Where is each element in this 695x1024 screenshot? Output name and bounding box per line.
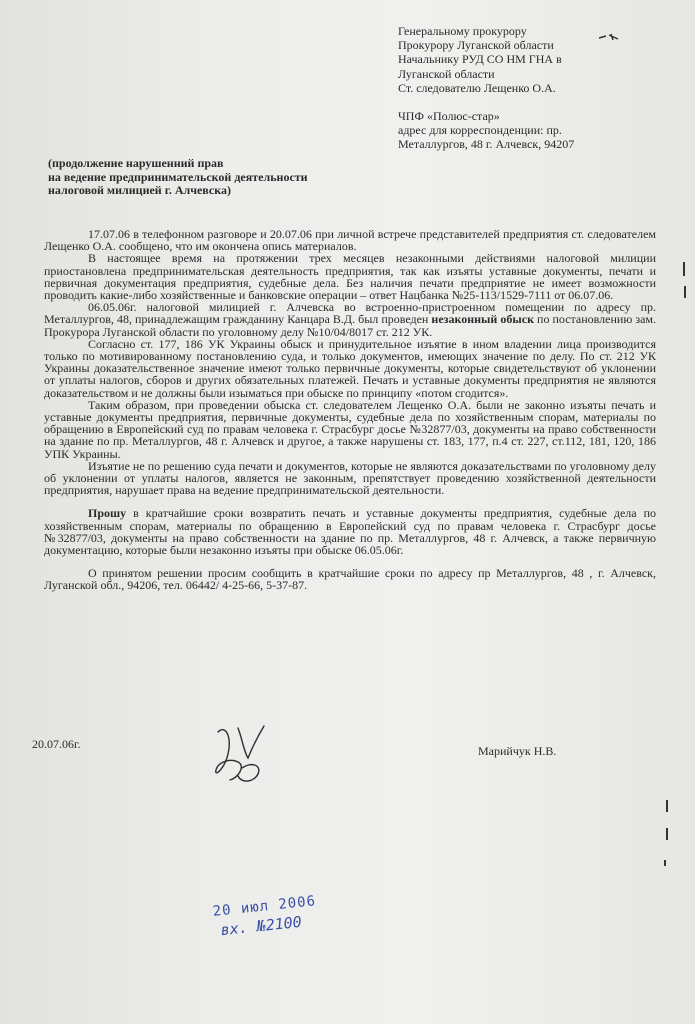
paragraph: Согласно ст. 177, 186 УК Украины обыск и принудительное изъятие в ином владении лица производится только по мотивированному постановлению суда, и только документов, имеющих значение по делу. По ст. 212 УК Украины доказательственное значение имеют только первичные документы, которые свидетельствуют об уклонении от уплаты налогов, сборов и других обязательных платежей. Печать и уставные документы предприятия не являются доказательством и не должны были изыматься при обыске по принципу «потом сгодится». bbox=[44, 336, 656, 400]
subject-block bbox=[48, 157, 408, 198]
stamp-date: 20 июл 2006 bbox=[212, 893, 317, 920]
addressee-line: Луганской области bbox=[398, 66, 495, 81]
sender-line: ЧПФ «Полюс-стар» bbox=[398, 109, 500, 124]
paragraph: Изъятие не по решению суда печати и документов, которые не являются доказательствами по уголовному делу об уклонении от уплаты налогов, является не законным, препятствует проведению хозяйственной деятельности предприятия, нарушает права на ведение предпринимательской деятельности. bbox=[44, 458, 656, 498]
stamp-number: вх. №2100 bbox=[219, 912, 303, 940]
paragraph: Прошу в кратчайшие сроки возвратить печать и уставные документы предприятия, судебные дела по хозяйственным спорам, материалы по обращению в Европейский суд по правам человека г. Страсбург досье №32877/03, документы на право собственности на здание по пр. Металлургов, 48 г. Алчевск, а также первичную документацию, которые были незаконно изъяты при обыске 06.05.06г. bbox=[44, 506, 656, 558]
subject-line: на ведение предпринимательской деятельности bbox=[48, 169, 308, 184]
sender-line: Металлургов, 48 г. Алчевск, 94207 bbox=[398, 137, 575, 152]
paragraph: 17.07.06 в телефонном разговоре и 20.07.06 при личной встрече представителей предприятия ст. следователем Лещенко О.А. сообщено, что им окончена опись материалов. bbox=[44, 227, 656, 254]
margin-mark bbox=[666, 800, 668, 812]
emphasis: Прошу bbox=[88, 506, 127, 521]
paragraph: О принятом решении просим сообщить в кратчайшие сроки по адресу пр Металлургов, 48 , г. Алчевск, Луганской обл., 94206, тел. 06442/ 4-25-66, 5-37-87. bbox=[44, 566, 656, 593]
margin-mark bbox=[666, 828, 668, 840]
incoming-stamp bbox=[212, 893, 319, 940]
addressee-line: Начальнику РУД СО НМ ГНА в bbox=[398, 52, 562, 67]
margin-mark bbox=[684, 286, 686, 298]
addressee-block bbox=[398, 24, 678, 152]
addressee-line: Ст. следователю Лещенко О.А. bbox=[398, 80, 556, 95]
subject-line: налоговой милицией г. Алчевска) bbox=[48, 183, 231, 197]
emphasis: незаконный обыск bbox=[431, 312, 534, 327]
subject-line: (продолжение нарушенний прав bbox=[48, 156, 224, 170]
addressee-line: Прокурору Луганской области bbox=[398, 38, 554, 53]
signer-name: Марийчук Н.В. bbox=[478, 744, 557, 758]
letter-date: 20.07.06г. bbox=[32, 737, 81, 751]
margin-mark bbox=[683, 262, 685, 276]
addressee-line: Генеральному прокурору bbox=[398, 24, 527, 38]
sender-line: адрес для корреспонденции: пр. bbox=[398, 123, 562, 138]
paragraph: В настоящее время на протяжении трех месяцев незаконными действиями налоговой милиции приостановлена предпринимательская деятельность предприятия, так как изъяты уставные документы, печати и первичная документация предприятия, судебные дела. Без наличия печати предприятие не имеет возможности проводить какие-либо хозяйственные и банковские операции – ответ Нацбанка №25-113/1529-7111 от 06.07.06. bbox=[44, 251, 656, 303]
margin-mark bbox=[664, 860, 666, 866]
handwritten-signature bbox=[208, 718, 272, 788]
paragraph: 06.05.06г. налоговой милицией г. Алчевска во встроенно-пристроенном помещении по адресу пр. Металлургов, 48, принадлежащим гражданину Канцара В.Д. был проведен незаконный обыск по постановлению зам. Прокурора Луганской области по уголовному делу №10/04/8017 ст. 212 УК. bbox=[44, 300, 656, 339]
corner-mark bbox=[598, 32, 620, 42]
paragraph: Таким образом, при проведении обыска ст. следователем Лещенко О.А. были не законно изъяты печать и уставные документы предприятия, первичные документы, судебные дела по хозяйственным спорам, материалы по обращению в Европейский суд по правам человека г. Страсбург досье №32877/03, документы на право собственности на здание по пр. Металлургов, 48 г. Алчевск и другое, а также нарушены ст. 183, 177, п.4 ст. 227, ст.112, 181, 120, 186 УПК Украины. bbox=[44, 397, 656, 461]
letter-body bbox=[44, 228, 656, 592]
